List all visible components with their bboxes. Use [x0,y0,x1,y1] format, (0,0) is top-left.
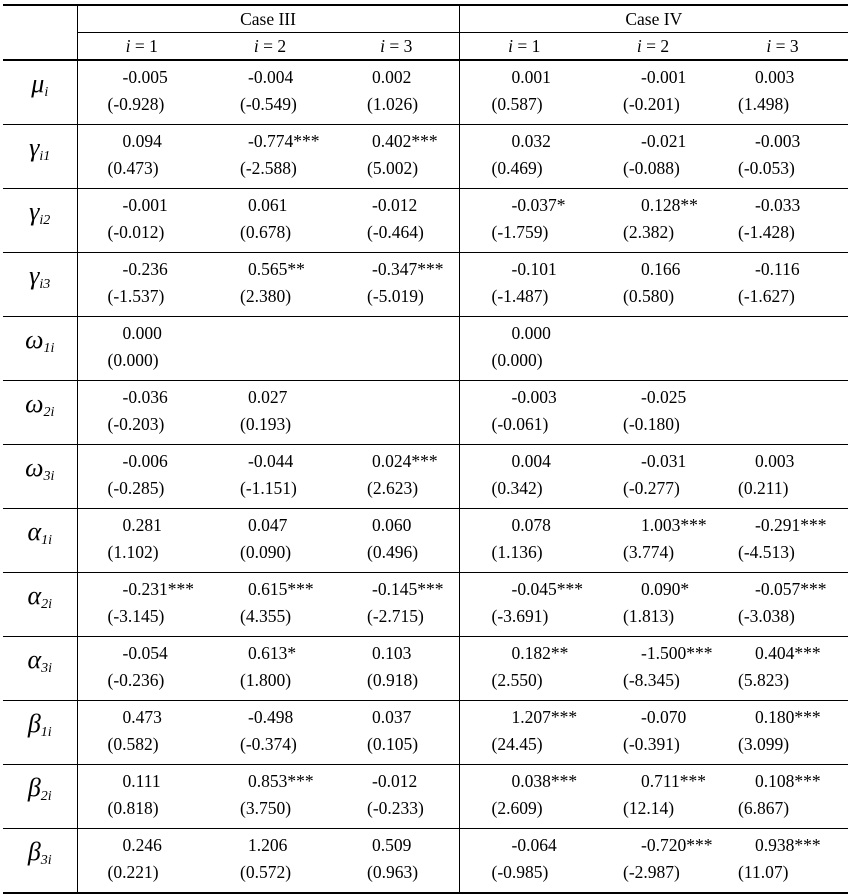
coefficient-estimate: 0.000 [122,323,162,343]
coefficient-estimate: -0.044 [248,451,294,471]
table-cell [206,701,334,765]
table-cell [459,60,589,125]
t-statistic: (0.469) [491,158,543,178]
coefficient-estimate: 0.182** [511,643,569,663]
header-stub-sub [3,33,77,61]
table-cell [206,573,334,637]
table-cell [77,125,206,189]
t-statistic: (-0.088) [623,158,680,178]
t-statistic: (-2.987) [623,862,680,882]
t-statistic: (3.099) [738,734,790,754]
coefficient-estimate: 0.004 [511,451,551,471]
table-cell [717,317,848,381]
coefficient-estimate: -0.001 [641,67,687,87]
table-cell [206,509,334,573]
parameter-label [3,317,77,381]
table-cell [589,125,717,189]
table-cell [717,509,848,573]
t-statistic: (2.609) [491,798,543,818]
t-statistic: (0.678) [240,222,292,242]
coefficient-estimate: -0.116 [755,259,800,279]
coefficient-estimate: -0.070 [641,707,687,727]
table-cell [717,125,848,189]
table-cell [589,509,717,573]
parameter-symbol: $\alpha_{1i}$ [27,517,53,548]
t-statistic: (2.380) [240,286,292,306]
table-cell [206,125,334,189]
coefficient-estimate: -0.145*** [372,579,444,599]
coefficient-estimate: 0.094 [122,131,162,151]
table-row [3,60,848,125]
t-statistic: (3.750) [240,798,292,818]
coefficient-estimate: 0.473 [122,707,162,727]
table-cell [206,60,334,125]
table-cell [459,317,589,381]
table-cell [589,317,717,381]
coefficient-estimate: -0.025 [641,387,687,407]
table-cell [77,765,206,829]
table-cell [206,637,334,701]
table-cell [77,573,206,637]
coefficient-estimate: 0.047 [248,515,288,535]
table-cell [717,765,848,829]
parameter-label [3,829,77,894]
table-cell [717,637,848,701]
table-row [3,253,848,317]
t-statistic: (24.45) [491,734,543,754]
coefficient-estimate: -0.004 [248,67,294,87]
t-statistic: (0.211) [738,478,789,498]
table-cell [459,637,589,701]
parameter-label [3,509,77,573]
table-cell [334,60,459,125]
coefficient-estimate: -0.101 [511,259,557,279]
t-statistic: (0.193) [240,414,292,434]
table-row [3,573,848,637]
t-statistic: (-1.487) [491,286,549,306]
coefficient-estimate: 0.108*** [755,771,821,791]
t-statistic: (-0.464) [367,222,424,242]
parameter-symbol: $\omega_{3i}$ [25,453,55,484]
table-cell [459,189,589,253]
coefficient-estimate: 0.166 [641,259,681,279]
coefficient-estimate: -0.012 [372,771,418,791]
coefficient-estimate: -0.054 [122,643,168,663]
coefficient-estimate: -0.064 [511,835,557,855]
table-cell [459,253,589,317]
table-cell [334,829,459,894]
coefficient-estimate: -0.236 [122,259,168,279]
coefficient-estimate: 0.853*** [248,771,314,791]
t-statistic: (1.813) [623,606,675,626]
t-statistic: (-0.985) [491,862,549,882]
table-cell [77,60,206,125]
table-row [3,765,848,829]
header-stub [3,5,77,33]
table-row [3,125,848,189]
table-cell [717,445,848,509]
t-statistic: (0.496) [367,542,419,562]
t-statistic: (6.867) [738,798,790,818]
table-cell [206,381,334,445]
t-statistic: (2.623) [367,478,419,498]
coefficient-estimate: 0.090* [641,579,690,599]
table-cell [717,253,848,317]
table-row [3,829,848,894]
table-cell [206,445,334,509]
coefficient-estimate: -0.001 [122,195,168,215]
table-cell [459,765,589,829]
coefficient-estimate: 0.180*** [755,707,821,727]
coefficient-estimate: 0.246 [122,835,162,855]
table-cell [589,189,717,253]
parameter-label [3,445,77,509]
table-cell [77,701,206,765]
t-statistic: (-5.019) [367,286,424,306]
table-cell [334,701,459,765]
coefficient-estimate: 0.613* [248,643,297,663]
coefficient-estimate: 0.002 [372,67,412,87]
table-cell [589,829,717,894]
parameter-label [3,381,77,445]
table-cell [77,509,206,573]
table-cell [334,445,459,509]
coefficient-estimate: 0.509 [372,835,412,855]
coefficient-estimate: 0.032 [511,131,551,151]
t-statistic: (0.342) [491,478,543,498]
coefficient-estimate: -0.231*** [122,579,194,599]
coefficient-estimate: 0.128** [641,195,698,215]
table-cell [334,317,459,381]
t-statistic: (-0.053) [738,158,795,178]
t-statistic: (0.963) [367,862,419,882]
coefficient-estimate: 0.404*** [755,643,821,663]
parameter-label [3,573,77,637]
t-statistic: (1.026) [367,94,419,114]
table-cell [206,253,334,317]
t-statistic: (-0.203) [107,414,165,434]
t-statistic: (0.918) [367,670,419,690]
coefficient-estimate: -0.033 [755,195,801,215]
table-cell [459,125,589,189]
table-cell [717,60,848,125]
coefficient-estimate: 0.565** [248,259,305,279]
t-statistic: (1.102) [107,542,159,562]
table-cell [334,253,459,317]
table-row [3,189,848,253]
coefficient-estimate: 0.000 [511,323,551,343]
parameter-symbol: $\gamma_{i3}$ [29,261,51,292]
parameter-symbol: $\gamma_{i2}$ [29,197,51,228]
table-cell [334,573,459,637]
table-cell [206,765,334,829]
table-row [3,381,848,445]
coefficient-estimate: 1.206 [248,835,288,855]
t-statistic: (-4.513) [738,542,795,562]
t-statistic: (-0.233) [367,798,424,818]
parameter-label [3,637,77,701]
coefficient-estimate: 0.037 [372,707,412,727]
sub-header: i = 1 [77,33,206,61]
table-cell [717,189,848,253]
t-statistic: (-0.012) [107,222,165,242]
table-cell [589,445,717,509]
t-statistic: (-3.145) [107,606,165,626]
table-cell [206,189,334,253]
t-statistic: (5.823) [738,670,790,690]
table-cell [589,573,717,637]
table-cell [77,829,206,894]
table-cell [717,829,848,894]
table-cell [459,829,589,894]
coefficient-estimate: -0.045*** [511,579,583,599]
t-statistic: (0.000) [107,350,159,370]
table-row [3,317,848,381]
t-statistic: (12.14) [623,798,675,818]
parameter-label [3,701,77,765]
t-statistic: (1.498) [738,94,790,114]
table-cell [77,253,206,317]
t-statistic: (2.382) [623,222,675,242]
parameter-symbol: $\beta_{2i}$ [27,773,52,804]
t-statistic: (3.774) [623,542,675,562]
coefficient-estimate: -0.003 [755,131,801,151]
coefficient-estimate: 0.061 [248,195,288,215]
t-statistic: (0.582) [107,734,159,754]
parameter-symbol: $\gamma_{i1}$ [29,133,51,164]
parameter-label [3,765,77,829]
table-cell [459,509,589,573]
t-statistic: (0.105) [367,734,419,754]
table-cell [77,637,206,701]
coefficient-estimate: 0.027 [248,387,288,407]
t-statistic: (0.818) [107,798,159,818]
table-cell [717,381,848,445]
t-statistic: (-0.201) [623,94,680,114]
coefficient-estimate: -0.006 [122,451,168,471]
coefficient-estimate: -0.037* [511,195,566,215]
t-statistic: (-0.549) [240,94,297,114]
table-cell [334,637,459,701]
t-statistic: (-0.374) [240,734,297,754]
coefficient-estimate: 0.711*** [641,771,707,791]
coefficient-estimate: 0.078 [511,515,551,535]
sub-header: i = 3 [334,33,459,61]
coefficient-estimate: 0.615*** [248,579,314,599]
t-statistic: (4.355) [240,606,292,626]
t-statistic: (-8.345) [623,670,680,690]
table-row [3,637,848,701]
coefficient-estimate: -0.036 [122,387,168,407]
coefficient-estimate: 0.024*** [372,451,438,471]
sub-header: i = 2 [589,33,717,61]
t-statistic: (-0.236) [107,670,165,690]
parameter-symbol: $\alpha_{3i}$ [27,645,53,676]
parameter-symbol: $\omega_{1i}$ [25,325,55,356]
table-cell [334,381,459,445]
t-statistic: (-2.715) [367,606,424,626]
t-statistic: (0.572) [240,862,292,882]
parameter-symbol: $\omega_{2i}$ [25,389,55,420]
coefficient-estimate: -0.498 [248,707,294,727]
t-statistic: (-0.391) [623,734,680,754]
t-statistic: (0.090) [240,542,292,562]
t-statistic: (-0.180) [623,414,680,434]
table-cell [206,829,334,894]
t-statistic: (0.473) [107,158,159,178]
t-statistic: (-0.061) [491,414,549,434]
t-statistic: (2.550) [491,670,543,690]
coefficient-estimate: -0.774*** [248,131,320,151]
parameter-label [3,125,77,189]
coefficient-estimate: -0.347*** [372,259,444,279]
coefficient-estimate: 0.111 [122,771,161,791]
table-cell [206,317,334,381]
table-cell [589,60,717,125]
coefficient-estimate: -1.500*** [641,643,713,663]
t-statistic: (-1.759) [491,222,549,242]
table-cell [589,701,717,765]
coefficient-estimate: -0.005 [122,67,168,87]
table-cell [717,573,848,637]
table-cell [459,573,589,637]
coefficient-estimate: 1.003*** [641,515,707,535]
t-statistic: (-2.588) [240,158,297,178]
coefficient-estimate: -0.003 [511,387,557,407]
t-statistic: (-1.537) [107,286,165,306]
parameter-symbol: $\alpha_{2i}$ [27,581,53,612]
parameter-symbol: $\beta_{3i}$ [27,837,52,868]
table-row [3,701,848,765]
t-statistic: (0.000) [491,350,543,370]
t-statistic: (-3.691) [491,606,549,626]
table-cell [459,445,589,509]
table-cell [717,701,848,765]
coefficient-estimate: -0.021 [641,131,687,151]
coefficient-estimate: 0.402*** [372,131,438,151]
coefficient-estimate: 0.003 [755,451,795,471]
parameter-label [3,60,77,125]
parameter-label [3,189,77,253]
coefficient-estimate: 0.038*** [511,771,578,791]
coefficient-estimate: 0.103 [372,643,412,663]
coefficient-estimate: 0.001 [511,67,551,87]
table-cell [334,189,459,253]
parameter-label [3,253,77,317]
table-cell [589,253,717,317]
table-cell [459,381,589,445]
table-cell [589,637,717,701]
coefficient-estimate: -0.012 [372,195,418,215]
t-statistic: (-3.038) [738,606,795,626]
sub-header: i = 3 [717,33,848,61]
coefficient-estimate: 0.060 [372,515,412,535]
coefficient-estimate: -0.031 [641,451,687,471]
t-statistic: (0.580) [623,286,675,306]
table-cell [589,381,717,445]
coefficient-estimate: -0.291*** [755,515,827,535]
case-iv-header: Case IV [459,5,848,33]
table-cell [589,765,717,829]
table-cell [334,509,459,573]
table-row [3,445,848,509]
t-statistic: (-1.627) [738,286,795,306]
t-statistic: (-0.928) [107,94,165,114]
case-iii-header: Case III [77,5,459,33]
coefficient-estimate: 0.281 [122,515,162,535]
table-cell [77,189,206,253]
table-cell [77,317,206,381]
coefficient-estimate: 0.003 [755,67,795,87]
t-statistic: (-1.428) [738,222,795,242]
coefficient-estimate: -0.720*** [641,835,713,855]
table-cell [459,701,589,765]
coefficient-estimate: -0.057*** [755,579,827,599]
t-statistic: (-0.285) [107,478,165,498]
t-statistic: (1.800) [240,670,292,690]
t-statistic: (-1.151) [240,478,297,498]
t-statistic: (5.002) [367,158,419,178]
table-cell [77,381,206,445]
table-row [3,509,848,573]
coefficient-table [3,4,848,894]
parameter-symbol: $\mu_i$ [31,69,49,100]
t-statistic: (-0.277) [623,478,680,498]
coefficient-estimate: 0.938*** [755,835,821,855]
t-statistic: (11.07) [738,862,789,882]
t-statistic: (1.136) [491,542,543,562]
sub-header: i = 2 [206,33,334,61]
t-statistic: (0.587) [491,94,543,114]
sub-header: i = 1 [459,33,589,61]
table-cell [334,125,459,189]
table-cell [77,445,206,509]
coefficient-estimate: 1.207*** [511,707,578,727]
t-statistic: (0.221) [107,862,159,882]
table-cell [334,765,459,829]
parameter-symbol: $\beta_{1i}$ [27,709,52,740]
